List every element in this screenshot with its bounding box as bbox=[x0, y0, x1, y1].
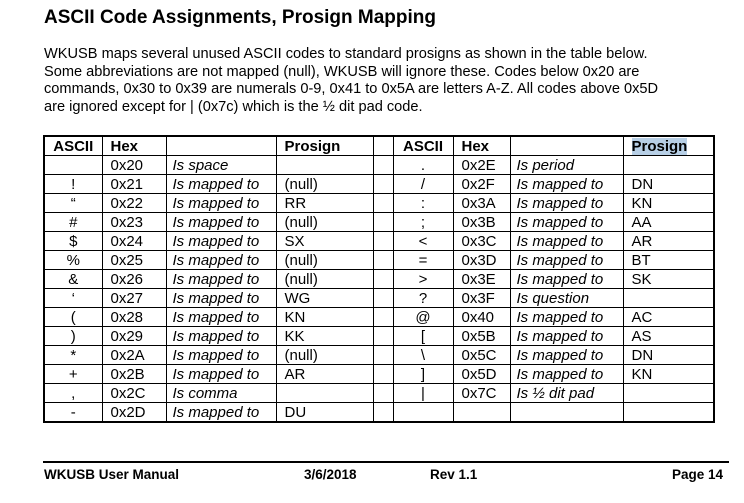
ascii-char: % bbox=[44, 251, 102, 270]
footer-manual-name: WKUSB User Manual bbox=[44, 467, 180, 482]
right-ascii-char: / bbox=[393, 175, 453, 194]
right-hex-code bbox=[453, 403, 510, 423]
right-ascii-char: | bbox=[393, 384, 453, 403]
ascii-char: , bbox=[44, 384, 102, 403]
prosign-mapping-table bbox=[43, 135, 715, 423]
right-hex-code: 0x3A bbox=[453, 194, 510, 213]
ascii-char: - bbox=[44, 403, 102, 423]
mapping-text: Is mapped to bbox=[166, 327, 276, 346]
ascii-char: $ bbox=[44, 232, 102, 251]
header-blank bbox=[166, 136, 276, 156]
prosign: KK bbox=[276, 327, 373, 346]
gap-cell bbox=[373, 384, 393, 403]
mapping-text: Is mapped to bbox=[166, 251, 276, 270]
header-ascii-right: ASCII bbox=[393, 136, 453, 156]
right-ascii-char: < bbox=[393, 232, 453, 251]
ascii-char bbox=[44, 156, 102, 175]
right-ascii-char: ? bbox=[393, 289, 453, 308]
right-hex-code: 0x2F bbox=[453, 175, 510, 194]
table-row bbox=[44, 270, 714, 289]
right-mapping-text: Is mapped to bbox=[510, 346, 623, 365]
footer-date: 3/6/2018 bbox=[304, 467, 357, 482]
ascii-char: & bbox=[44, 270, 102, 289]
right-prosign: KN bbox=[623, 365, 714, 384]
right-ascii-char bbox=[393, 403, 453, 423]
gap-cell bbox=[373, 327, 393, 346]
hex-code: 0x20 bbox=[102, 156, 166, 175]
hex-code: 0x29 bbox=[102, 327, 166, 346]
hex-code: 0x2B bbox=[102, 365, 166, 384]
right-prosign: AC bbox=[623, 308, 714, 327]
hex-code: 0x28 bbox=[102, 308, 166, 327]
right-hex-code: 0x3E bbox=[453, 270, 510, 289]
right-prosign: SK bbox=[623, 270, 714, 289]
footer-page-number: Page 14 bbox=[672, 467, 724, 482]
mapping-text: Is mapped to bbox=[166, 403, 276, 423]
right-prosign: AS bbox=[623, 327, 714, 346]
hex-code: 0x25 bbox=[102, 251, 166, 270]
prosign: WG bbox=[276, 289, 373, 308]
table-row bbox=[44, 175, 714, 194]
gap-cell bbox=[373, 213, 393, 232]
right-ascii-char: \ bbox=[393, 346, 453, 365]
right-ascii-char: > bbox=[393, 270, 453, 289]
hex-code: 0x23 bbox=[102, 213, 166, 232]
right-mapping-text: Is mapped to bbox=[510, 251, 623, 270]
hex-code: 0x26 bbox=[102, 270, 166, 289]
gap-cell bbox=[373, 346, 393, 365]
table-row bbox=[44, 346, 714, 365]
table-row bbox=[44, 308, 714, 327]
prosign bbox=[276, 384, 373, 403]
table-row bbox=[44, 251, 714, 270]
right-mapping-text: Is mapped to bbox=[510, 308, 623, 327]
prosign: AR bbox=[276, 365, 373, 384]
hex-code: 0x24 bbox=[102, 232, 166, 251]
mapping-text: Is mapped to bbox=[166, 194, 276, 213]
prosign: SX bbox=[276, 232, 373, 251]
ascii-char: ( bbox=[44, 308, 102, 327]
right-mapping-text: Is mapped to bbox=[510, 213, 623, 232]
table-row bbox=[44, 289, 714, 308]
prosign: (null) bbox=[276, 251, 373, 270]
right-hex-code: 0x5D bbox=[453, 365, 510, 384]
right-hex-code: 0x3D bbox=[453, 251, 510, 270]
prosign: RR bbox=[276, 194, 373, 213]
right-mapping-text: Is mapped to bbox=[510, 194, 623, 213]
right-prosign bbox=[623, 289, 714, 308]
ascii-char: ‘ bbox=[44, 289, 102, 308]
right-hex-code: 0x3F bbox=[453, 289, 510, 308]
prosign bbox=[276, 156, 373, 175]
intro-line: WKUSB maps several unused ASCII codes to standard prosigns as shown in the table below. bbox=[44, 46, 648, 62]
table-row bbox=[44, 365, 714, 384]
right-mapping-text bbox=[510, 403, 623, 423]
ascii-char: ) bbox=[44, 327, 102, 346]
page-title: ASCII Code Assignments, Prosign Mapping bbox=[44, 7, 436, 28]
gap-cell bbox=[373, 270, 393, 289]
hex-code: 0x21 bbox=[102, 175, 166, 194]
mapping-text: Is mapped to bbox=[166, 213, 276, 232]
prosign: (null) bbox=[276, 213, 373, 232]
mapping-text: Is space bbox=[166, 156, 276, 175]
prosign: KN bbox=[276, 308, 373, 327]
right-ascii-char: ; bbox=[393, 213, 453, 232]
right-ascii-char: ] bbox=[393, 365, 453, 384]
gap-cell bbox=[373, 289, 393, 308]
right-mapping-text: Is mapped to bbox=[510, 270, 623, 289]
prosign: (null) bbox=[276, 175, 373, 194]
table-body bbox=[44, 156, 714, 423]
hex-code: 0x2A bbox=[102, 346, 166, 365]
right-prosign: BT bbox=[623, 251, 714, 270]
hex-code: 0x2C bbox=[102, 384, 166, 403]
right-mapping-text: Is period bbox=[510, 156, 623, 175]
right-ascii-char: [ bbox=[393, 327, 453, 346]
mapping-text: Is mapped to bbox=[166, 175, 276, 194]
right-hex-code: 0x5B bbox=[453, 327, 510, 346]
gap-cell bbox=[373, 194, 393, 213]
right-mapping-text: Is question bbox=[510, 289, 623, 308]
header-prosign-right bbox=[623, 136, 714, 156]
table-row bbox=[44, 194, 714, 213]
right-prosign bbox=[623, 384, 714, 403]
ascii-char: * bbox=[44, 346, 102, 365]
right-ascii-char: . bbox=[393, 156, 453, 175]
right-mapping-text: Is mapped to bbox=[510, 232, 623, 251]
table-row bbox=[44, 156, 714, 175]
ascii-char: “ bbox=[44, 194, 102, 213]
ascii-char: + bbox=[44, 365, 102, 384]
header-blank-right bbox=[510, 136, 623, 156]
right-prosign: DN bbox=[623, 175, 714, 194]
prosign: (null) bbox=[276, 270, 373, 289]
right-hex-code: 0x3C bbox=[453, 232, 510, 251]
mapping-text: Is mapped to bbox=[166, 308, 276, 327]
header-prosign-right-label: Prosign bbox=[631, 137, 688, 155]
mapping-text: Is mapped to bbox=[166, 270, 276, 289]
header-gap bbox=[373, 136, 393, 156]
gap-cell bbox=[373, 308, 393, 327]
right-prosign bbox=[623, 156, 714, 175]
table-row bbox=[44, 213, 714, 232]
gap-cell bbox=[373, 175, 393, 194]
gap-cell bbox=[373, 365, 393, 384]
table-row bbox=[44, 232, 714, 251]
right-mapping-text: Is mapped to bbox=[510, 327, 623, 346]
right-prosign: AA bbox=[623, 213, 714, 232]
right-prosign: KN bbox=[623, 194, 714, 213]
hex-code: 0x22 bbox=[102, 194, 166, 213]
right-hex-code: 0x3B bbox=[453, 213, 510, 232]
hex-code: 0x27 bbox=[102, 289, 166, 308]
table-header-row bbox=[44, 136, 714, 156]
right-hex-code: 0x7C bbox=[453, 384, 510, 403]
mapping-text: Is mapped to bbox=[166, 365, 276, 384]
right-prosign bbox=[623, 403, 714, 423]
right-ascii-char: = bbox=[393, 251, 453, 270]
hex-code: 0x2D bbox=[102, 403, 166, 423]
intro-line: Some abbreviations are not mapped (null), WKUSB will ignore these. Codes below 0x20 are bbox=[44, 63, 640, 80]
gap-cell bbox=[373, 403, 393, 423]
right-mapping-text: Is mapped to bbox=[510, 365, 623, 384]
table-row bbox=[44, 327, 714, 346]
footer-divider bbox=[43, 461, 729, 463]
gap-cell bbox=[373, 251, 393, 270]
header-hex: Hex bbox=[102, 136, 166, 156]
header-prosign: Prosign bbox=[276, 136, 373, 156]
right-ascii-char: : bbox=[393, 194, 453, 213]
mapping-text: Is mapped to bbox=[166, 346, 276, 365]
right-hex-code: 0x2E bbox=[453, 156, 510, 175]
right-prosign: AR bbox=[623, 232, 714, 251]
gap-cell bbox=[373, 232, 393, 251]
right-prosign: DN bbox=[623, 346, 714, 365]
ascii-char: # bbox=[44, 213, 102, 232]
right-mapping-text: Is ½ dit pad bbox=[510, 384, 623, 403]
gap-cell bbox=[373, 156, 393, 175]
intro-line: commands, 0x30 to 0x39 are numerals 0-9, 0x41 to 0x5A are letters A-Z. All codes above 0x5D bbox=[44, 81, 659, 97]
intro-line: are ignored except for | (0x7c) which is the ½ dit pad code. bbox=[44, 98, 423, 115]
mapping-text: Is mapped to bbox=[166, 232, 276, 251]
table-row bbox=[44, 403, 714, 423]
mapping-text: Is comma bbox=[166, 384, 276, 403]
mapping-text: Is mapped to bbox=[166, 289, 276, 308]
right-hex-code: 0x5C bbox=[453, 346, 510, 365]
right-hex-code: 0x40 bbox=[453, 308, 510, 327]
ascii-char: ! bbox=[44, 175, 102, 194]
prosign: DU bbox=[276, 403, 373, 423]
right-mapping-text: Is mapped to bbox=[510, 175, 623, 194]
header-ascii: ASCII bbox=[44, 136, 102, 156]
intro-paragraph bbox=[44, 46, 724, 116]
table-row bbox=[44, 384, 714, 403]
prosign: (null) bbox=[276, 346, 373, 365]
footer-revision: Rev 1.1 bbox=[430, 467, 478, 482]
header-hex-right: Hex bbox=[453, 136, 510, 156]
right-ascii-char: @ bbox=[393, 308, 453, 327]
